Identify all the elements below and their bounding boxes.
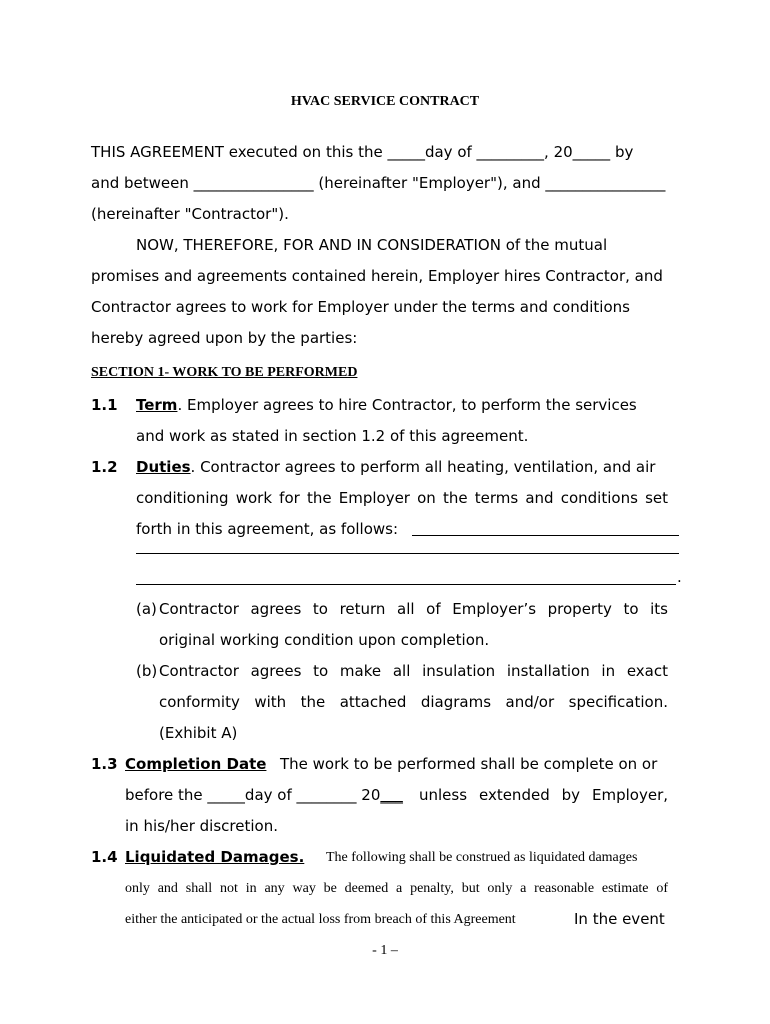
clause-1-1-line-2: and work as stated in section 1.2 of this agreement. bbox=[136, 427, 529, 445]
clause-1-3-line-3: in his/her discretion. bbox=[125, 817, 278, 835]
intro-line-1: THIS AGREEMENT executed on this the _____day of _________, 20_____ by bbox=[91, 143, 634, 161]
clause-1-3-date-text: before the _____day of ________ 20 bbox=[125, 786, 381, 804]
clause-1-1-text: . Employer agrees to hire Contractor, to perform the services bbox=[177, 396, 637, 414]
clause-1-4-term-text: Liquidated Damages. bbox=[125, 848, 305, 866]
list-letter-b: (b) bbox=[136, 662, 158, 680]
clause-1-2-line-3: forth in this agreement, as follows: bbox=[136, 520, 399, 538]
blank-line-3 bbox=[136, 584, 676, 585]
intro-line-6: Contractor agrees to work for Employer under the terms and conditions bbox=[91, 298, 630, 316]
clause-1-3-line-2b: unless extended by Employer, bbox=[419, 786, 668, 804]
intro-line-2: and between ________________ (hereinafter "Employer"), and ________________ bbox=[91, 174, 666, 192]
item-a-line-1: Contractor agrees to return all of Employer’s property to its bbox=[159, 600, 668, 618]
clause-number-1-1: 1.1 bbox=[91, 396, 118, 414]
intro-line-4: NOW, THEREFORE, FOR AND IN CONSIDERATION of the mutual bbox=[136, 236, 608, 254]
item-b-line-3: (Exhibit A) bbox=[159, 724, 238, 742]
blank-line-2 bbox=[136, 553, 679, 554]
clause-number-1-2: 1.2 bbox=[91, 458, 118, 476]
clause-1-4-line-2: only and shall not in any way be deemed a penalty, but only a reasonable estimate of bbox=[125, 881, 668, 896]
clause-1-3-line-2a bbox=[125, 786, 403, 804]
item-b-line-1: Contractor agrees to make all insulation installation in exact bbox=[159, 662, 668, 680]
blank-line-1 bbox=[412, 535, 679, 536]
list-letter-a: (a) bbox=[136, 600, 157, 618]
intro-line-7: hereby agreed upon by the parties: bbox=[91, 329, 358, 347]
section-1-heading: SECTION 1- WORK TO BE PERFORMED bbox=[91, 365, 358, 380]
clause-1-2-line-1 bbox=[136, 458, 655, 476]
clause-1-1-term: Term bbox=[136, 396, 178, 414]
clause-1-3-term-text: Completion Date bbox=[125, 755, 267, 773]
clause-1-4-term bbox=[125, 848, 304, 866]
clause-1-2-term: Duties bbox=[136, 458, 191, 476]
clause-1-4-line-1: The following shall be construed as liquidated damages bbox=[326, 850, 638, 865]
clause-number-1-4: 1.4 bbox=[91, 848, 118, 866]
clause-1-4-line-3b: In the event bbox=[574, 910, 665, 928]
clause-1-1-line-1 bbox=[136, 396, 637, 414]
intro-line-5: promises and agreements contained herein, Employer hires Contractor, and bbox=[91, 267, 663, 285]
blank-line-period: . bbox=[677, 568, 682, 586]
document-title: HVAC SERVICE CONTRACT bbox=[290, 94, 480, 109]
clause-1-3-line-1: The work to be performed shall be complete on or bbox=[280, 755, 658, 773]
page-number: - 1 – bbox=[372, 943, 398, 958]
item-b-line-2: conformity with the attached diagrams and/or specification. bbox=[159, 693, 668, 711]
clause-number-1-3: 1.3 bbox=[91, 755, 118, 773]
clause-1-3-year-blank: ___ bbox=[380, 786, 403, 804]
clause-1-4-line-3: either the anticipated or the actual loss from breach of this Agreement bbox=[125, 912, 516, 927]
intro-line-3: (hereinafter "Contractor"). bbox=[91, 205, 289, 223]
clause-1-2-line-2: conditioning work for the Employer on the terms and conditions set bbox=[136, 489, 668, 507]
item-a-line-2: original working condition upon completion. bbox=[159, 631, 490, 649]
clause-1-3-term bbox=[125, 755, 266, 773]
clause-1-2-text: . Contractor agrees to perform all heating, ventilation, and air bbox=[190, 458, 656, 476]
